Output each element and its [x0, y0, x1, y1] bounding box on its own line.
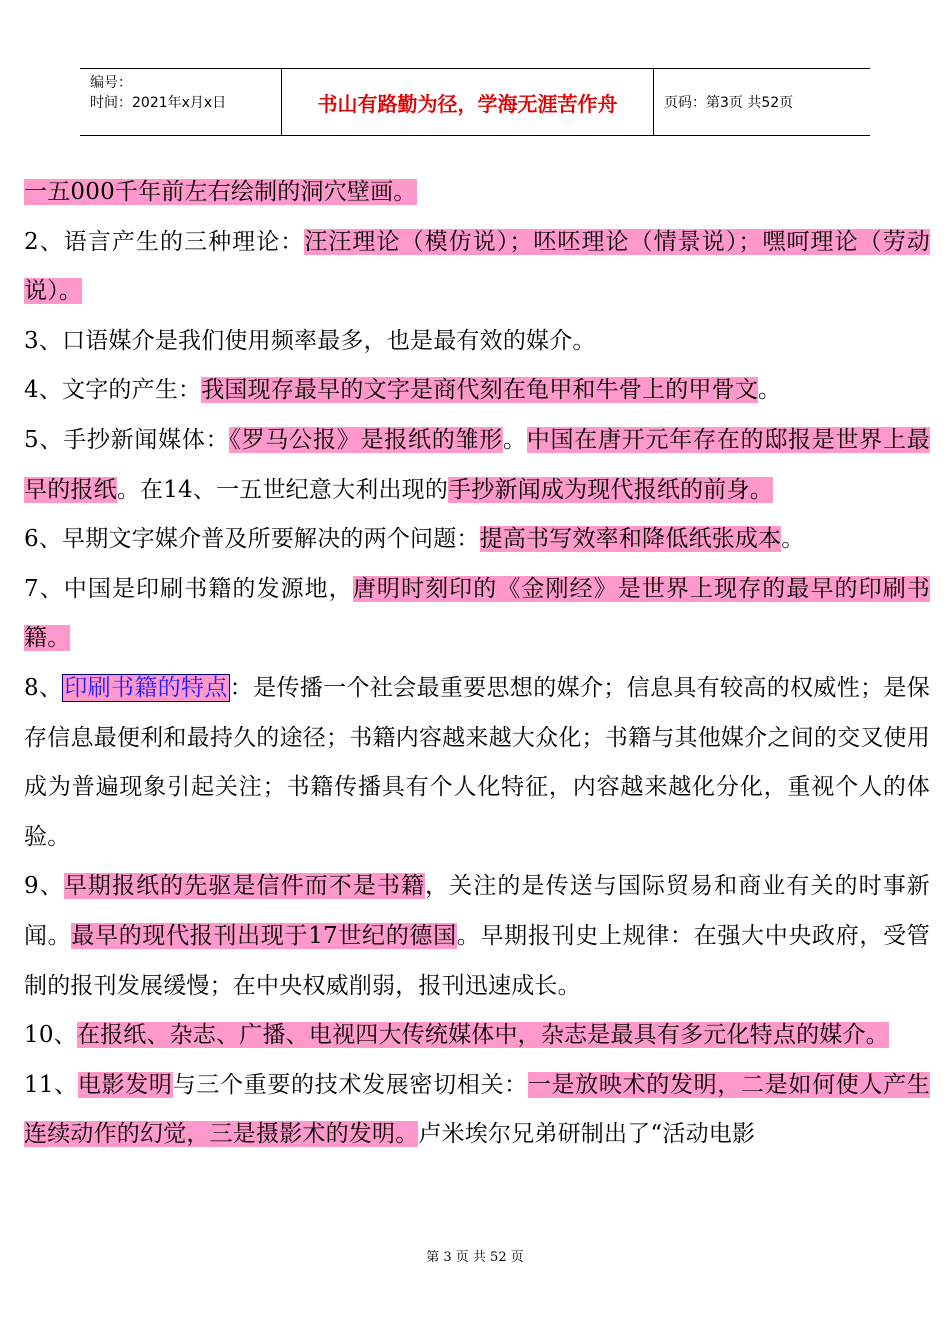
highlight-text: 一五000千年前左右绘制的洞穴壁画。 — [24, 179, 417, 205]
paragraph-text: 。 — [502, 426, 527, 453]
paragraph-text: 11、 — [24, 1071, 78, 1098]
paragraph-text: 2、语言产生的三种理论： — [24, 228, 305, 255]
paragraph-9 — [24, 862, 930, 1011]
highlight-text: 提高书写效率和降低纸张成本 — [479, 526, 782, 553]
highlight-text: 最早的现代报刊出现于17世纪的德国 — [71, 922, 457, 949]
header-time: 时间：2021年x月x日 — [90, 95, 227, 111]
paragraph-2 — [24, 218, 930, 317]
boxed-highlight-text: 印刷书籍的特点 — [64, 674, 228, 701]
header-page-number: 页码：第3页 共52页 — [664, 95, 794, 111]
document-body — [24, 168, 930, 1160]
highlight-text: 手抄新闻成为现代报纸的前身。 — [448, 476, 773, 503]
paragraph-text: ：是传播一个社会最重要思想的媒介；信息具有较高的权威性；是保存信息最便利和最持久的途径；书籍内容越来越大众化；书籍与其他媒介之间的交叉使用成为普遍现象引起关注；书籍传播具有个人化特征，内容越来越化分化，重视个人的体验。 — [24, 674, 930, 850]
page-header — [80, 68, 870, 136]
highlight-text: 《罗马公报》是报纸的雏形 — [229, 426, 503, 453]
paragraph-11 — [24, 1061, 930, 1160]
paragraph-8 — [24, 664, 930, 862]
paragraph-text: 9、 — [24, 873, 64, 900]
paragraph-text: 6、早期文字媒介普及所要解决的两个问题： — [24, 526, 480, 553]
paragraph-text: 3、口语媒介是我们使用频率最多，也是最有效的媒介。 — [24, 327, 596, 354]
paragraph-text: ，关注的是传送与国际贸易和商业有关的时事新闻。 — [24, 873, 930, 949]
highlight-text: 在报纸、杂志、广播、电视四大传统媒体中，杂志是最具有多元化特点的媒介。 — [76, 1022, 889, 1049]
paragraph-text: 。在14、一五世纪意大利出现的 — [116, 476, 449, 503]
paragraph-text: 8、 — [24, 674, 63, 701]
paragraph-7 — [24, 565, 930, 664]
highlight-text: 中国在唐开元年存在的邸报是世界上最早的报纸 — [24, 426, 930, 503]
paragraph-text: 与三个重要的技术发展密切相关： — [172, 1071, 528, 1098]
paragraph-10 — [24, 1011, 930, 1061]
paragraph-continuation — [24, 168, 930, 218]
paragraph-text: 4、文字的产生： — [24, 377, 202, 404]
paragraph-4 — [24, 366, 930, 416]
paragraph-3 — [24, 317, 930, 367]
highlight-text: 早期报纸的先驱是信件而不是书籍 — [63, 873, 426, 900]
paragraph-text: 10、 — [24, 1022, 77, 1049]
paragraph-5 — [24, 416, 930, 515]
highlight-text: 汪汪理论（模仿说）；呸呸理论（情景说）；嘿呵理论（劳动说）。 — [24, 228, 930, 305]
header-motto: 书山有路勤为径，学海无涯苦作舟 — [282, 69, 654, 135]
highlight-text: 我国现存最早的文字是商代刻在龟甲和牛骨上的甲骨文 — [201, 377, 759, 404]
paragraph-text: 7、中国是印刷书籍的发源地， — [24, 575, 353, 602]
paragraph-text: 。 — [758, 377, 782, 404]
paragraph-text: 5、手抄新闻媒体： — [24, 426, 230, 453]
paragraph-text: 卢米埃尔兄弟研制出了“活动电影 — [418, 1121, 756, 1148]
highlight-text: 一是放映术的发明，二是如何使人产生连续动作的幻觉，三是摄影术的发明。 — [24, 1071, 931, 1148]
highlight-text: 电影发明 — [77, 1071, 173, 1098]
page-footer: 第 3 页 共 52 页 — [426, 1250, 524, 1265]
paragraph-text: 。 — [781, 526, 805, 553]
header-number: 编号： — [90, 75, 132, 91]
paragraph-text: 。早期报刊史上规律：在强大中央政府，受管制的报刊发展缓慢；在中央权威削弱，报刊迅速成长。 — [24, 922, 930, 999]
paragraph-6 — [24, 515, 930, 565]
header-meta — [80, 69, 282, 135]
highlight-text: 唐明时刻印的《金刚经》是世界上现存的最早的印刷书籍。 — [24, 575, 930, 652]
